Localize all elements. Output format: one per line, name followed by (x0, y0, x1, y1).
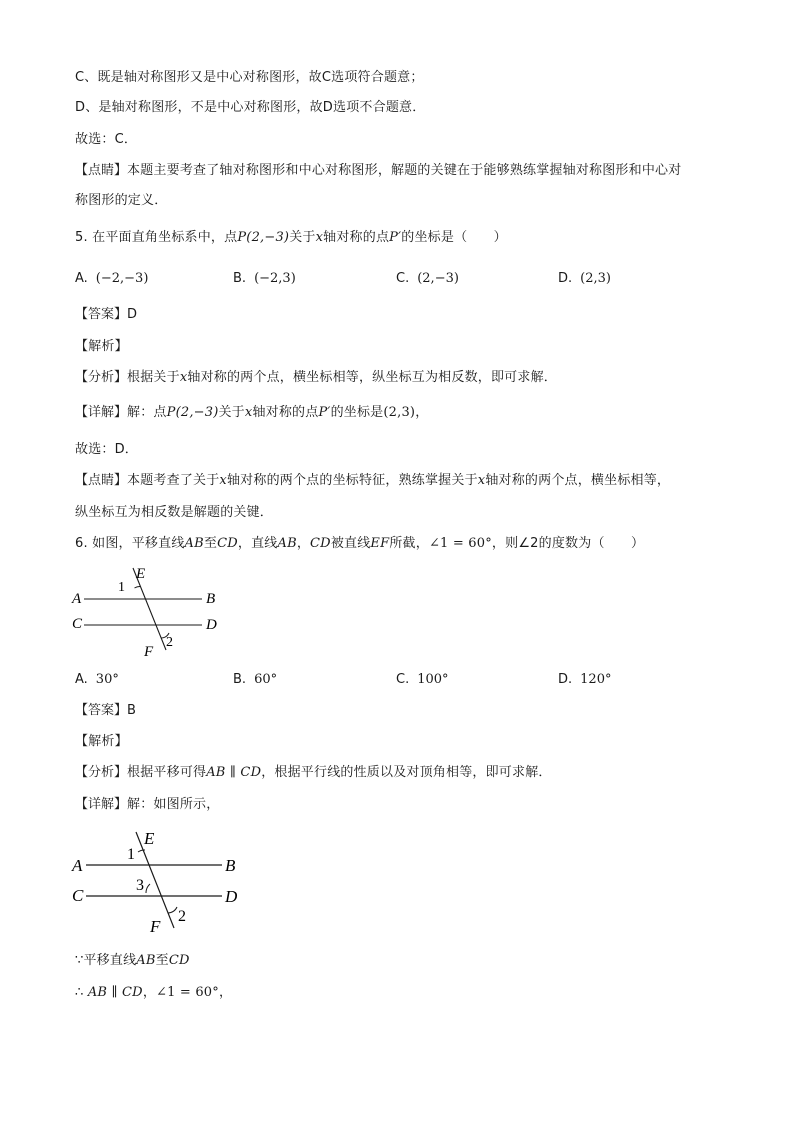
line-cd: CD (310, 536, 331, 551)
option-value: 120° (580, 672, 612, 687)
q5-detail-line (75, 403, 428, 423)
q5-stem-mid: 关于 (289, 230, 316, 245)
label-f: F (150, 917, 161, 936)
detail-mid: 关于 (218, 405, 245, 420)
label-b: B (225, 856, 236, 875)
because-text: ∵平移直线 (75, 953, 137, 968)
answer-value: D (127, 307, 138, 322)
q6-to: 至 (203, 536, 218, 551)
q5-stem-post: 的坐标是（ ） (401, 230, 507, 245)
q6-then: ，则∠2的度数为（ ） (491, 536, 645, 551)
option-value: 60° (254, 672, 278, 687)
label-d: D (225, 887, 238, 906)
therefore-post: ， (218, 985, 233, 1000)
detail-tag: 【详解】 (75, 797, 128, 812)
q6-detail-line (75, 795, 219, 815)
label-angle-1: 1 (118, 580, 125, 595)
q5-point-prime: P′ (389, 230, 402, 245)
detail-mid3: 的坐标是 (330, 405, 384, 420)
prev-comment-line-2: 称图形的定义． (75, 193, 168, 208)
label-angle-1: 1 (127, 846, 135, 863)
label-d: D (206, 617, 217, 633)
answer-tag: 【答案】 (75, 307, 128, 322)
angle-1-value: ∠1 = 60° (428, 536, 492, 551)
option-value: (−2,−3) (95, 271, 149, 286)
q6-comma1: ，直线 (237, 536, 278, 551)
q5-stem (75, 228, 507, 248)
option-label: D. (558, 672, 573, 687)
q5-axis-var: x (315, 230, 324, 245)
q5-comment-line-2: 纵坐标互为相反数是解题的关键． (75, 505, 274, 520)
prev-comment-line-1 (75, 161, 681, 181)
label-b: B (206, 591, 216, 607)
q6-stem-pre: 6. 如图，平移直线 (75, 536, 185, 551)
answer-value: B (127, 703, 137, 718)
detail-result: (2,3) (383, 405, 416, 420)
comment-tag: 【点睛】 (75, 163, 128, 178)
option-label: A. (75, 672, 88, 687)
line-cd: CD (168, 953, 190, 968)
q6-detail-figure (70, 827, 250, 939)
detail-prime: P′ (318, 405, 331, 420)
option-label: D. (558, 271, 573, 286)
q6-answer-line (75, 701, 136, 721)
q6-stem (75, 534, 644, 554)
comment-tag: 【点睛】 (75, 473, 128, 488)
q6-figure (70, 562, 230, 658)
q5-stem-mid2: 轴对称的点 (323, 230, 390, 245)
analysis-tag: 【分析】 (75, 765, 128, 780)
angle-2-arc (168, 907, 177, 913)
option-value: 30° (95, 672, 119, 687)
q6-option-d[interactable] (558, 670, 611, 690)
option-value: 100° (417, 672, 449, 687)
answer-tag: 【答案】 (75, 703, 128, 718)
option-label: A. (75, 271, 88, 286)
q5-option-c[interactable] (396, 269, 459, 289)
angle-3-arc (146, 884, 150, 893)
q6-option-b[interactable] (233, 670, 277, 690)
label-c: C (72, 616, 83, 632)
q5-point: P(2,−3) (237, 230, 290, 245)
q5-comment-line-1 (75, 471, 670, 491)
comment-post: 轴对称的两个点，横坐标相等， (485, 473, 671, 488)
option-label: C. (396, 271, 410, 286)
q6-analysis-line (75, 763, 552, 783)
q5-answer-line (75, 305, 137, 325)
detail-text: 解：如图所示， (127, 797, 220, 812)
comment-mid: 轴对称的两个点的坐标特征，熟练掌握关于 (226, 473, 478, 488)
q5-choice-line: 故选：D． (75, 442, 139, 457)
comment-text: 本题主要考查了轴对称图形和中心对称图形，解题的关键在于能够熟练掌握轴对称图形和中心对 (127, 163, 682, 178)
q5-option-d[interactable] (558, 269, 611, 289)
option-label: B. (233, 271, 247, 286)
prev-option-d-line: D、是轴对称图形，不是中心对称图形，故D选项不合题意． (75, 100, 426, 115)
analysis-pre: 根据关于 (127, 370, 180, 385)
label-e: E (144, 829, 155, 848)
label-angle-2: 2 (178, 908, 186, 925)
q6-cut2: 所截， (389, 536, 429, 551)
q5-option-a[interactable] (75, 269, 148, 289)
therefore-mid: ， (142, 985, 157, 1000)
line-ab: AB (184, 536, 204, 551)
q5-stem-pre: 5. 在平面直角坐标系中，点 (75, 230, 238, 245)
label-a: A (72, 856, 83, 875)
detail-tag: 【详解】 (75, 405, 128, 420)
line-ef: EF (370, 536, 390, 551)
analysis-post: 轴对称的两个点，横坐标相等，纵坐标互为相反数，即可求解． (187, 370, 557, 385)
because-to: 至 (155, 953, 169, 968)
q5-analysis-line (75, 368, 557, 388)
label-f: F (144, 644, 154, 660)
analysis-tag: 【分析】 (75, 370, 128, 385)
line-ab: AB (277, 536, 297, 551)
analysis-pre: 根据平移可得 (127, 765, 207, 780)
label-a: A (72, 591, 82, 607)
option-value: (−2,3) (254, 271, 296, 286)
therefore-symbol: ∴ (75, 985, 84, 1000)
detail-mid2: 轴对称的点 (252, 405, 319, 420)
option-label: B. (233, 672, 247, 687)
q5-jiexi-tag: 【解析】 (75, 339, 128, 354)
option-label: C. (396, 672, 410, 687)
detail-post: ， (415, 405, 429, 420)
q6-comma2: ， (296, 536, 311, 551)
analysis-math: AB ∥ CD (206, 765, 262, 780)
q6-cut: 被直线 (330, 536, 371, 551)
q6-option-a[interactable] (75, 670, 119, 690)
prev-choice-line: 故选：C． (75, 132, 138, 147)
detail-pre: 解：点 (127, 405, 167, 420)
q6-option-c[interactable] (396, 670, 449, 690)
q6-jiexi-tag: 【解析】 (75, 734, 128, 749)
label-c: C (72, 886, 84, 905)
line-cd: CD (217, 536, 238, 551)
line-ab: AB (136, 953, 156, 968)
label-angle-3: 3 (136, 877, 144, 894)
axis-var: x (179, 370, 188, 385)
option-value: (2,−3) (417, 271, 459, 286)
therefore-angle: ∠1 = 60° (156, 985, 219, 1000)
q6-because-line (75, 951, 190, 971)
label-e: E (136, 566, 146, 582)
label-angle-2: 2 (166, 635, 173, 650)
axis-var: x (244, 405, 253, 420)
therefore-math: AB ∥ CD (87, 985, 143, 1000)
q5-option-b[interactable] (233, 269, 296, 289)
prev-option-c-line: C、既是轴对称图形又是中心对称图形，故C选项符合题意； (75, 70, 424, 85)
comment-pre: 本题考查了关于 (127, 473, 220, 488)
angle-1-arc (135, 586, 141, 588)
detail-point: P(2,−3) (166, 405, 219, 420)
axis-var: x (477, 473, 486, 488)
axis-var: x (219, 473, 227, 488)
analysis-post: ，根据平行线的性质以及对顶角相等，即可求解． (261, 765, 552, 780)
q6-therefore-line (75, 983, 232, 1003)
option-value: (2,3) (580, 271, 611, 286)
